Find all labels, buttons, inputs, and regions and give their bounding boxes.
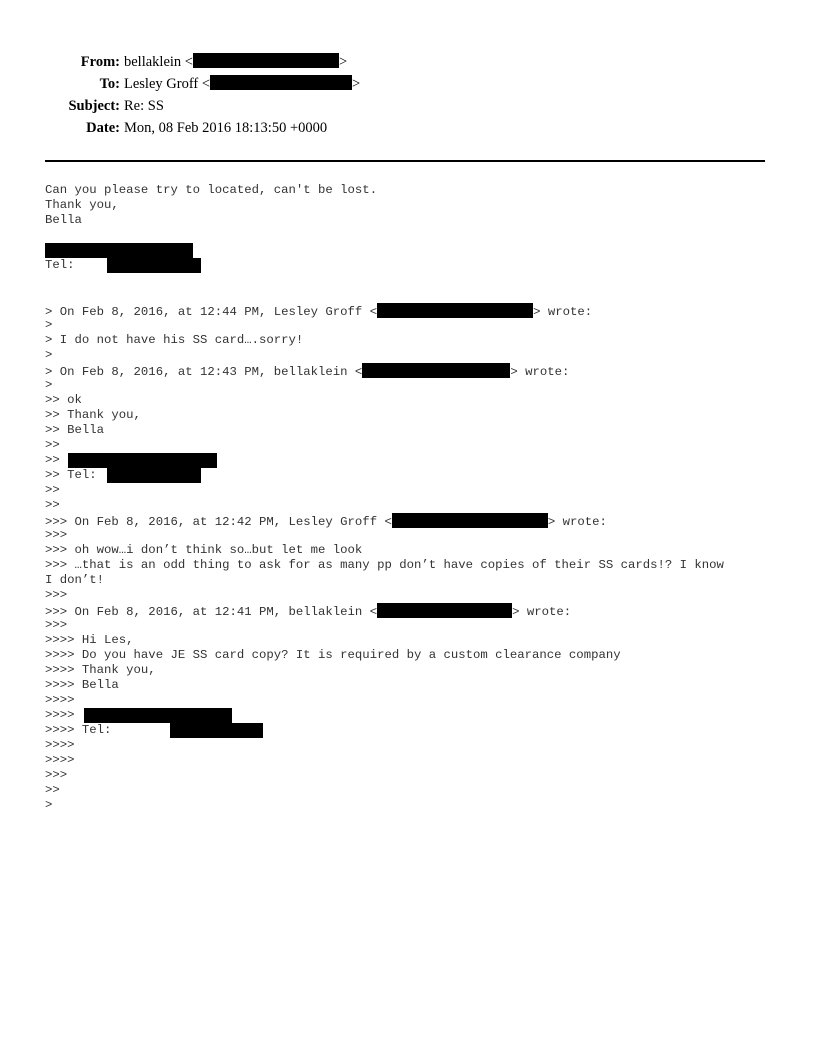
quote-line: >>>> Thank you, <box>45 663 156 677</box>
redacted-name <box>45 243 193 258</box>
quote-text: > wrote: <box>547 515 607 529</box>
quote-text: > On Feb 8, 2016, at 12:43 PM, bellaklein < <box>45 365 363 379</box>
quote-line: >>>> Tel: <box>45 723 112 737</box>
quote-text: > wrote: <box>510 365 570 379</box>
quote-line: >>> <box>45 768 68 782</box>
quote-line: > I do not have his SS card….sorry! <box>45 333 304 347</box>
body-line: Bella <box>45 213 82 227</box>
quote-line: >>> <box>45 618 68 632</box>
redacted-email <box>210 75 352 90</box>
quote-text: > wrote: <box>533 305 593 319</box>
quote-line <box>45 303 592 318</box>
quote-line: >>>> <box>45 738 75 752</box>
quote-line: > <box>45 798 53 812</box>
body-line: Tel: <box>45 258 75 272</box>
from-bracket: > <box>338 54 348 70</box>
quote-line: >>>> Do you have JE SS card copy? It is required by a custom clearance company <box>45 648 621 662</box>
quote-line: >>> oh wow…i don’t think so…but let me look <box>45 543 363 557</box>
redacted-name <box>84 708 232 723</box>
subject-label: Subject: <box>68 98 120 114</box>
quote-line: >>>> Bella <box>45 678 119 692</box>
quote-line: >>>> Hi Les, <box>45 633 134 647</box>
quote-line <box>45 603 571 618</box>
quote-line: >> <box>45 483 60 497</box>
quote-line: >>> <box>45 588 68 602</box>
quote-line: >> <box>45 498 60 512</box>
quote-text: >>> On Feb 8, 2016, at 12:42 PM, Lesley Groff < <box>45 515 392 529</box>
redacted-email <box>377 603 512 618</box>
subject-value: Re: SS <box>124 98 164 114</box>
to-bracket: > <box>352 76 361 92</box>
quote-text: >>> On Feb 8, 2016, at 12:41 PM, bellaklein < <box>45 605 378 619</box>
quote-line: > <box>45 348 53 362</box>
quote-text: > On Feb 8, 2016, at 12:44 PM, Lesley Groff < <box>45 305 378 319</box>
quote-line: >> Thank you, <box>45 408 141 422</box>
date-row <box>0 119 816 137</box>
redacted-email <box>362 363 510 378</box>
quote-line: >>>> <box>45 708 75 722</box>
quote-line: >>> …that is an odd thing to ask for as many pp don’t have copies of their SS cards!? I know <box>45 558 724 572</box>
redacted-name <box>68 453 217 468</box>
quote-line: >> Tel: <box>45 468 97 482</box>
quote-line <box>45 513 607 528</box>
redacted-email <box>392 513 548 528</box>
redacted-email <box>193 53 339 68</box>
date-label: Date: <box>86 120 120 136</box>
quote-line: >>>> <box>45 753 75 767</box>
quote-text: > wrote: <box>512 605 572 619</box>
redacted-phone <box>170 723 263 738</box>
subject-row <box>0 97 816 115</box>
body-line: Can you please try to located, can't be lost. <box>45 183 378 197</box>
quote-line: > <box>45 318 53 332</box>
from-sender: bellaklein < <box>124 54 193 70</box>
redacted-phone <box>107 258 201 273</box>
quote-line: >> <box>45 783 60 797</box>
date-value: Mon, 08 Feb 2016 18:13:50 +0000 <box>124 120 328 136</box>
from-label: From: <box>80 54 120 70</box>
quote-line: >>>> <box>45 693 75 707</box>
from-row <box>0 53 816 71</box>
to-recipient: Lesley Groff < <box>124 76 211 92</box>
from-value <box>124 53 347 71</box>
header-divider <box>45 160 765 162</box>
quote-line: >> <box>45 453 60 467</box>
to-value <box>124 75 360 93</box>
quote-line: >> ok <box>45 393 82 407</box>
quote-line: >> Bella <box>45 423 105 437</box>
to-label: To: <box>99 76 120 92</box>
quote-line: > <box>45 378 53 392</box>
quote-line <box>45 363 569 378</box>
redacted-phone <box>107 468 201 483</box>
quote-line: I don’t! <box>45 573 105 587</box>
quote-line: >> <box>45 438 60 452</box>
quote-line: >>> <box>45 528 68 542</box>
body-line: Thank you, <box>45 198 119 212</box>
redacted-email <box>377 303 533 318</box>
to-row <box>0 75 816 93</box>
